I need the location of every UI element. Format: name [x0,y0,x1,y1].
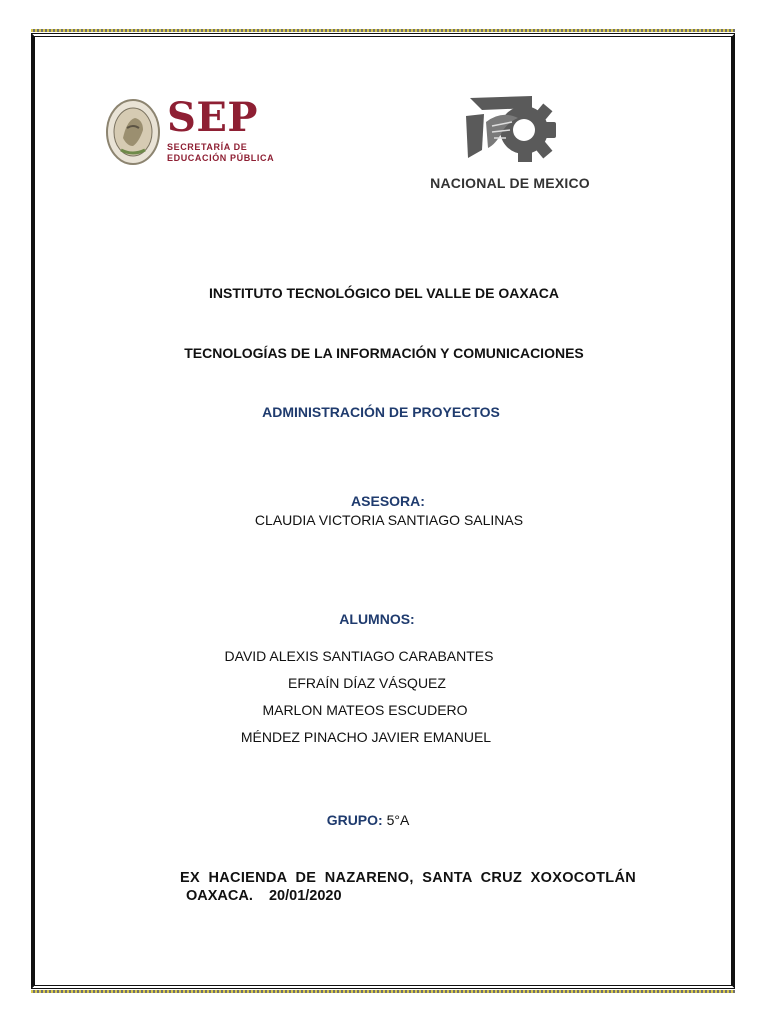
student-name: MÉNDEZ PINACHO JAVIER EMANUEL [240,729,492,745]
institute-title: INSTITUTO TECNOLÓGICO DEL VALLE DE OAXACA [208,285,559,301]
group-value: 5°A [386,812,410,828]
sep-logo [105,94,275,168]
mexican-seal-icon [105,98,161,166]
tecnm-caption: NACIONAL DE MEXICO [430,175,590,191]
sep-subtitle: SECRETARÍA DE EDUCACIÓN PÚBLICA [167,142,275,163]
group-line [0,812,752,828]
advisor-name: CLAUDIA VICTORIA SANTIAGO SALINAS [254,512,524,528]
tecnm-gear-eagle-icon [462,88,560,168]
group-label: GRUPO: [326,812,383,828]
advisor-label: ASESORA: [351,493,425,509]
career-title: TECNOLOGÍAS DE LA INFORMACIÓN Y COMUNICACIONES [184,345,584,361]
address-line-1: EX HACIENDA DE NAZARENO, SANTA CRUZ XOXOCOTLÁN [180,870,636,886]
student-name: EFRAÍN DÍAZ VÁSQUEZ [288,675,446,691]
students-label: ALUMNOS: [339,611,415,627]
sep-wordmark: SEP [167,94,258,141]
address-line-2-date: OAXACA. 20/01/2020 [186,888,342,904]
student-name: DAVID ALEXIS SANTIAGO CARABANTES [224,648,494,664]
student-name: MARLON MATEOS ESCUDERO [262,702,468,718]
tecnm-logo [430,86,590,201]
page-border [31,33,735,989]
subject-title: ADMINISTRACIÓN DE PROYECTOS [262,404,500,420]
